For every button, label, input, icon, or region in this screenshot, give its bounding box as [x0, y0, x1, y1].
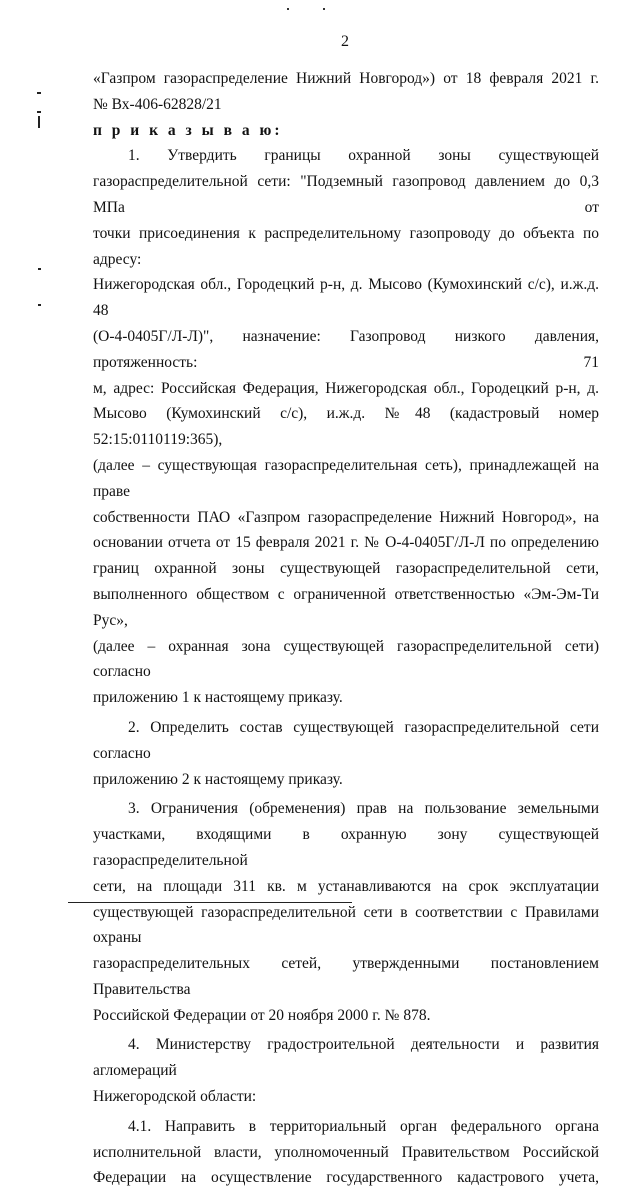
- item-4-line: Нижегородской области:: [93, 1088, 257, 1106]
- item-3-line: участками, входящими в охранную зону существующей газораспределительной: [93, 826, 599, 869]
- scan-dot-2: [323, 8, 325, 10]
- item-4-line: 4. Министерству градостроительной деятельности и развития агломераций: [93, 1036, 599, 1080]
- item-1-line: (далее – охранная зона существующей газораспределительной сети) согласно: [93, 637, 599, 681]
- margin-mark-4: [38, 268, 41, 270]
- margin-mark-3: [38, 116, 40, 128]
- item-1-line: точки присоединения к распределительному газопроводу до объекта по адресу:: [93, 224, 599, 268]
- item-1-line: (далее – существующая газораспределительная сеть), принадлежащей на праве: [93, 456, 599, 500]
- item-4-1-line: исполнительной власти, уполномоченный Правительством Российской: [93, 1143, 599, 1161]
- item-3-line: сети, на площади 311 кв. м устанавливаются на срок эксплуатации: [93, 877, 599, 895]
- header-line-1: «Газпром газораспределение Нижний Новгород») от 18 февраля 2021 г.: [93, 70, 599, 87]
- item-1-line: газораспределительной сети: "Подземный газопровод давлением до 0,3 МПа от: [93, 173, 599, 216]
- item-1-line: приложению 1 к настоящему приказу.: [93, 689, 343, 707]
- item-1-line: основании отчета от 15 февраля 2021 г. № О-4-0405Г/Л-Л по определению: [93, 534, 599, 552]
- item-3-line: Российской Федерации от 20 ноября 2000 г. № 878.: [93, 1006, 431, 1024]
- item-3-line: существующей газораспределительной сети в соответствии с Правилами охраны: [93, 903, 599, 947]
- item-1-line: Мысово (Кумохинский с/с), и.ж.д. №48 (кадастровый номер 52:15:0110119:365),: [93, 405, 599, 449]
- item-2-line: приложению 2 к настоящему приказу.: [93, 770, 343, 788]
- order-word: п р и к а з ы в а ю:: [93, 121, 283, 139]
- item-1-line: 1. Утвердить границы охранной зоны существующей: [128, 147, 599, 165]
- item-4-1-line: Федерации на осуществление государственного кадастрового учета,: [93, 1169, 599, 1187]
- margin-mark-2: [37, 111, 41, 113]
- item-1-line: собственности ПАО «Газпром газораспределение Нижний Новгород», на: [93, 508, 599, 526]
- item-3-line: 3. Ограничения (обременения) прав на пользование земельными: [128, 800, 599, 818]
- item-2-line: 2. Определить состав существующей газораспределительной сети согласно: [93, 718, 599, 762]
- item-1-line: выполненного обществом с ограниченной ответственностью «Эм-Эм-Ти Рус»,: [93, 585, 599, 629]
- item-1-line: (О-4-0405Г/Л-Л)", назначение: Газопровод низкого давления, протяженность: 71: [93, 327, 599, 371]
- margin-mark-5: [38, 304, 41, 306]
- item-4-1-line: 4.1. Направить в территориальный орган федерального органа: [128, 1117, 599, 1135]
- page-number: 2: [341, 33, 349, 50]
- margin-mark-1: [37, 92, 41, 94]
- scan-dot-1: [287, 8, 289, 10]
- item-3-line: газораспределительных сетей, утвержденными постановлением Правительства: [93, 955, 599, 998]
- item-1-line: Нижегородская обл., Городецкий р-н, д. Мысово (Кумохинский с/с), и.ж.д. 48: [93, 276, 599, 320]
- item-1-line: м, адрес: Российская Федерация, Нижегородская обл., Городецкий р-н, д.: [93, 379, 599, 397]
- item-1-line: границ охранной зоны существующей газораспределительной сети,: [93, 560, 599, 578]
- footer-rule: [68, 902, 352, 903]
- header-line-2: № Вх-406-62828/21: [93, 95, 222, 113]
- document-body: [93, 66, 599, 1191]
